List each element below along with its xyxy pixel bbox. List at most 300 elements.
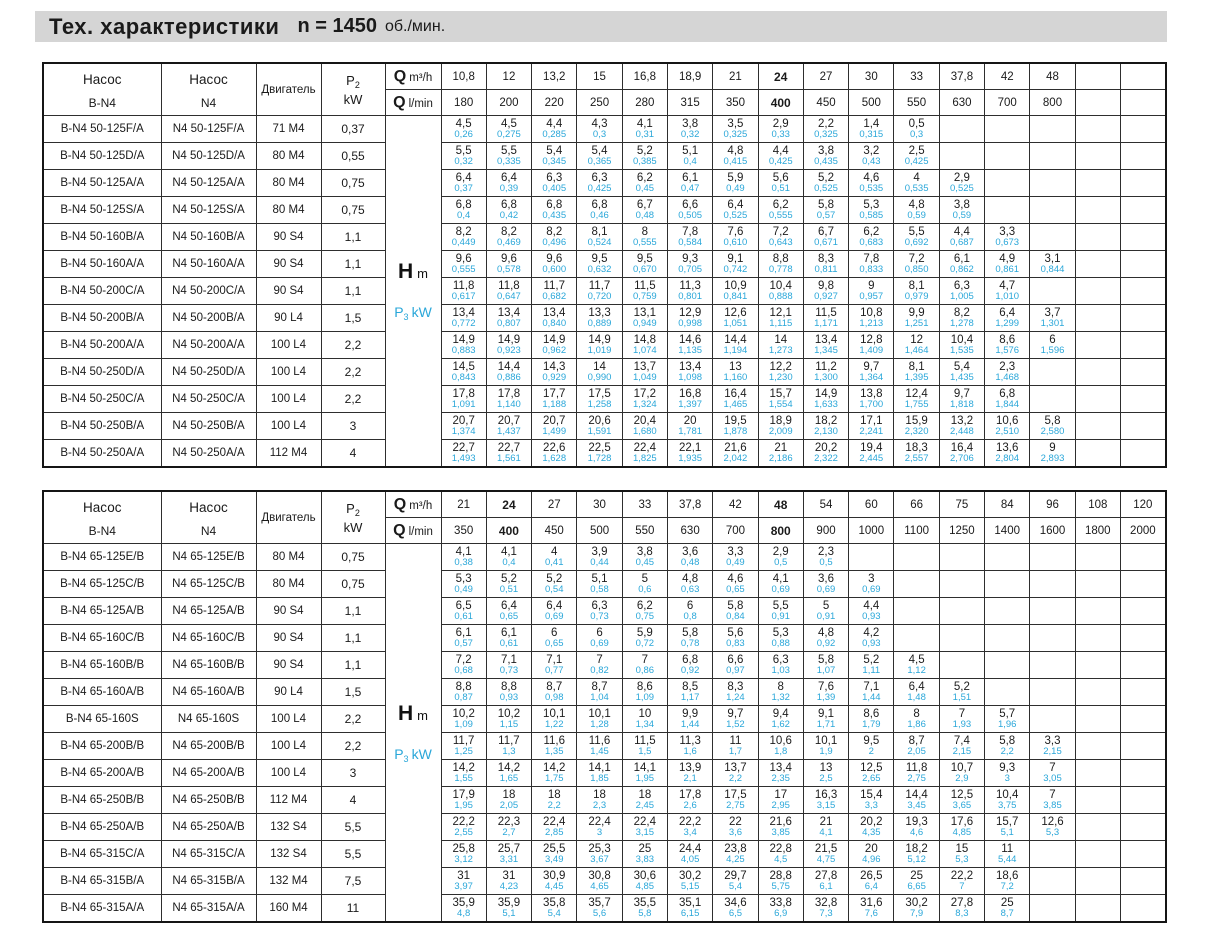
table-body bbox=[43, 116, 1166, 468]
h-p3-cell bbox=[803, 652, 848, 679]
head-value: 7,2 bbox=[908, 253, 925, 265]
head-value: 15,9 bbox=[905, 415, 928, 427]
p2-value: 1,5 bbox=[321, 679, 385, 706]
pump-row bbox=[43, 143, 1166, 170]
h-p3-cell bbox=[939, 197, 984, 224]
head-value: 5,8 bbox=[727, 600, 744, 612]
head-value: 14,2 bbox=[497, 762, 521, 774]
h-p3-cell bbox=[803, 841, 848, 868]
p3-power-value: 4,1 bbox=[819, 827, 833, 838]
head-value: 20 bbox=[683, 415, 697, 427]
h-p3-cell bbox=[667, 440, 712, 468]
q-m3h-value: 75 bbox=[939, 491, 984, 518]
h-p3-cell bbox=[803, 868, 848, 895]
p3-power-value: 1,005 bbox=[950, 291, 974, 302]
head-value: 5,5 bbox=[455, 145, 472, 157]
h-p3-cell bbox=[894, 841, 939, 868]
head-value: 9,1 bbox=[727, 253, 744, 265]
p3-power-value: 3,85 bbox=[1043, 800, 1062, 811]
head-value: 8,3 bbox=[727, 681, 744, 693]
head-value: 6,8 bbox=[682, 654, 699, 666]
p3-power-value: 0,37 bbox=[454, 183, 473, 194]
pump-row bbox=[43, 571, 1166, 598]
q-m3h-value: 96 bbox=[1030, 491, 1075, 518]
h-p3-cell bbox=[939, 679, 984, 706]
h-p3-cell bbox=[622, 224, 667, 251]
q-m3h-value: 16,8 bbox=[622, 63, 667, 90]
head-value: 13,4 bbox=[769, 762, 792, 774]
head-value: 5,2 bbox=[863, 654, 880, 666]
h-p3-cell bbox=[894, 598, 939, 625]
h-p3-cell bbox=[985, 386, 1030, 413]
p3-power-value: 2,557 bbox=[904, 453, 929, 464]
p3-power-value: 1,28 bbox=[590, 719, 609, 730]
head-value: 4,5 bbox=[455, 118, 472, 130]
head-value: 6,5 bbox=[455, 600, 472, 612]
p3-power-value: 1,51 bbox=[952, 692, 972, 703]
p3-power-value: 1,435 bbox=[950, 372, 974, 383]
head-value: 20,7 bbox=[452, 415, 475, 427]
head-value: 5,5 bbox=[500, 145, 517, 157]
head-value: 8,1 bbox=[591, 226, 608, 238]
p3-power-value: 0,772 bbox=[451, 318, 476, 329]
head-value: 4,1 bbox=[636, 118, 653, 130]
h-p3-cell bbox=[486, 733, 531, 760]
head-value: 3,3 bbox=[1044, 735, 1061, 747]
h-p3-cell bbox=[622, 787, 667, 814]
head-value: 30,6 bbox=[633, 870, 657, 882]
head-value: 13,7 bbox=[633, 361, 657, 373]
h-p3-cell bbox=[849, 332, 894, 359]
head-value: 13,2 bbox=[950, 415, 974, 427]
p3-power-value: 2,85 bbox=[544, 827, 564, 838]
p3-power-value: 2,320 bbox=[904, 426, 929, 437]
h-p3-cell bbox=[1120, 278, 1165, 305]
h-p3-cell bbox=[532, 706, 577, 733]
h-p3-cell bbox=[532, 544, 577, 571]
p3-power-value: 0,39 bbox=[499, 183, 519, 194]
pump-model-bn4: B-N4 50-160B/A bbox=[43, 224, 161, 251]
h-p3-cell bbox=[1030, 305, 1075, 332]
head-value: 11 bbox=[729, 735, 742, 747]
p3-power-value: 1,074 bbox=[632, 345, 657, 356]
p3-power-value: 3,4 bbox=[683, 827, 697, 838]
p3-power-value: 0,405 bbox=[542, 183, 567, 194]
p3-power-value: 7,9 bbox=[910, 908, 924, 919]
p3-power-value: 1,397 bbox=[678, 399, 703, 410]
head-value: 6,8 bbox=[455, 199, 472, 211]
head-value: 11,7 bbox=[588, 280, 611, 292]
p3-power-value: 3,83 bbox=[635, 854, 655, 865]
h-p3-cell bbox=[667, 652, 712, 679]
h-p3-cell bbox=[713, 895, 758, 923]
head-value: 9,1 bbox=[818, 708, 835, 720]
h-label bbox=[386, 260, 441, 284]
h-p3-cell bbox=[532, 197, 577, 224]
p3-power-value: 1,273 bbox=[768, 345, 793, 356]
pump-model-n4: N4 50-125A/A bbox=[161, 170, 256, 197]
pump-row bbox=[43, 332, 1166, 359]
h-p3-cell bbox=[532, 868, 577, 895]
p3-power-value: 4,75 bbox=[816, 854, 836, 865]
h-p3-cell bbox=[758, 332, 803, 359]
p3-power-value: 5,3 bbox=[955, 854, 969, 865]
h-p3-cell bbox=[622, 251, 667, 278]
head-value: 20,2 bbox=[814, 442, 838, 454]
p3-power-value: 0,26 bbox=[454, 129, 473, 140]
head-value: 7,8 bbox=[863, 253, 880, 265]
p3-power-value: 8,7 bbox=[1000, 908, 1014, 919]
h-p3-cell bbox=[1120, 143, 1165, 170]
p3-power-value: 0,33 bbox=[771, 129, 790, 140]
h-p3-cell bbox=[713, 440, 758, 468]
head-value: 5,9 bbox=[727, 172, 744, 184]
h-p3-cell bbox=[1120, 544, 1165, 571]
head-value: 5,4 bbox=[953, 361, 970, 373]
p3-power-value: 2,042 bbox=[723, 453, 748, 464]
p2-value: 2,2 bbox=[321, 386, 385, 413]
p3-power-value: 0,949 bbox=[632, 318, 657, 329]
head-value: 34,6 bbox=[724, 897, 747, 909]
head-value: 10,4 bbox=[950, 334, 974, 346]
p3-power-value: 0,979 bbox=[904, 291, 929, 302]
head-value: 14,4 bbox=[905, 789, 928, 801]
p3-power-value: 0,47 bbox=[680, 183, 700, 194]
p3-power-value: 0,578 bbox=[497, 264, 521, 275]
pump-model-n4: N4 65-315B/A bbox=[161, 868, 256, 895]
head-value: 10,4 bbox=[769, 280, 792, 292]
h-p3-cell bbox=[803, 251, 848, 278]
head-value: 17,2 bbox=[633, 388, 657, 400]
h-p3-cell bbox=[803, 679, 848, 706]
h-p3-cell bbox=[985, 251, 1030, 278]
motor-label: Двигатель bbox=[261, 511, 316, 524]
p3-power-value: 1,091 bbox=[451, 399, 476, 410]
head-value: 21 bbox=[774, 442, 788, 454]
head-value: 11,7 bbox=[452, 735, 475, 747]
p3-power-value: 0,807 bbox=[497, 318, 521, 329]
q-lmin-value bbox=[1075, 90, 1120, 116]
p3-power-value: 0,46 bbox=[590, 210, 609, 221]
head-value: 4,5 bbox=[908, 654, 925, 666]
motor-size: 80 M4 bbox=[256, 571, 321, 598]
h-p3-cell bbox=[1120, 679, 1165, 706]
head-value: 18 bbox=[593, 789, 606, 801]
h-p3-cell bbox=[532, 278, 577, 305]
head-value: 5,8 bbox=[818, 199, 835, 211]
head-value: 15,7 bbox=[996, 816, 1019, 828]
pump-model-n4: N4 65-160C/B bbox=[161, 625, 256, 652]
pump-model-n4: N4 50-250B/A bbox=[161, 413, 256, 440]
head-value: 8,6 bbox=[863, 708, 880, 720]
p2-value: 0,75 bbox=[321, 197, 385, 224]
pump-row bbox=[43, 706, 1166, 733]
head-value: 7 bbox=[1049, 789, 1056, 801]
h-p3-cell bbox=[713, 224, 758, 251]
head-value: 8,2 bbox=[455, 226, 472, 238]
head-value: 20,7 bbox=[497, 415, 521, 427]
p3-power-value: 1,258 bbox=[587, 399, 612, 410]
pump-row bbox=[43, 895, 1166, 923]
p3-power-value: 1,591 bbox=[587, 426, 612, 437]
pump-model-bn4: B-N4 65-315C/A bbox=[43, 841, 161, 868]
motor-size: 90 L4 bbox=[256, 305, 321, 332]
head-value: 4,7 bbox=[999, 280, 1016, 292]
pump-row bbox=[43, 305, 1166, 332]
p3-power-value: 0,51 bbox=[771, 183, 790, 194]
h-p3-cell bbox=[758, 197, 803, 224]
head-value: 7 bbox=[596, 654, 603, 666]
p3-power-value: 1,135 bbox=[678, 345, 703, 356]
head-value: 6,8 bbox=[500, 199, 517, 211]
head-value: 9,7 bbox=[727, 708, 744, 720]
head-value: 22,4 bbox=[588, 816, 611, 828]
h-p3-cell bbox=[985, 170, 1030, 197]
h-p3-cell bbox=[894, 760, 939, 787]
h-p3-cell bbox=[939, 652, 984, 679]
pump-model-bn4: B-N4 65-250A/B bbox=[43, 814, 161, 841]
h-p3-cell bbox=[486, 278, 531, 305]
pump-row bbox=[43, 787, 1166, 814]
p3-power-value: 2,322 bbox=[814, 453, 838, 464]
h-p3-cell bbox=[1030, 440, 1075, 468]
h-p3-cell bbox=[1120, 814, 1165, 841]
h-p3-cell bbox=[849, 440, 894, 468]
p3-power-value: 1,115 bbox=[769, 318, 793, 329]
p3-power-value: 0,57 bbox=[816, 210, 836, 221]
p2-value: 3 bbox=[321, 413, 385, 440]
pump-row bbox=[43, 868, 1166, 895]
h-p3-cell bbox=[939, 625, 984, 652]
p3-power-value: 0,285 bbox=[542, 129, 567, 140]
h-p3-cell bbox=[486, 170, 531, 197]
head-value: 5,5 bbox=[772, 600, 789, 612]
h-p3-cell bbox=[577, 251, 622, 278]
head-value: 25 bbox=[1000, 897, 1014, 909]
h-p3-cell bbox=[1030, 706, 1075, 733]
h-p3-cell bbox=[1120, 413, 1165, 440]
q-m3h-value: 27 bbox=[803, 63, 848, 90]
h-p3-cell bbox=[803, 571, 848, 598]
h-p3-cell bbox=[985, 413, 1030, 440]
h-p3-cell bbox=[441, 625, 486, 652]
head-value: 6,3 bbox=[772, 654, 789, 666]
h-p3-cell bbox=[1030, 413, 1075, 440]
p2-unit: kW bbox=[343, 91, 363, 107]
spec-table-65-series bbox=[42, 490, 1167, 923]
head-value: 6,2 bbox=[636, 600, 653, 612]
head-value: 4 bbox=[913, 172, 920, 184]
head-value: 4,8 bbox=[908, 199, 925, 211]
h-p3-cell bbox=[622, 197, 667, 224]
p3-power-value: 1,45 bbox=[590, 746, 609, 757]
q-m3h-value: 37,8 bbox=[939, 63, 984, 90]
head-value: 7,1 bbox=[546, 654, 563, 666]
q-lmin-value: 550 bbox=[622, 518, 667, 544]
p3-power-value: 0,44 bbox=[590, 557, 609, 568]
q-lmin-value: 250 bbox=[577, 90, 622, 116]
p3-power-value: 0,57 bbox=[454, 638, 473, 649]
p3-power-value: 1,85 bbox=[590, 773, 609, 784]
h-p3-cell bbox=[713, 706, 758, 733]
pump-row bbox=[43, 544, 1166, 571]
col-header-pump-bn4 bbox=[43, 63, 161, 116]
pump-spec-table bbox=[42, 62, 1167, 468]
h-p3-cell bbox=[486, 440, 531, 468]
head-value: 6,3 bbox=[953, 280, 970, 292]
head-value: 22,4 bbox=[543, 816, 566, 828]
h-p3-cell bbox=[985, 116, 1030, 143]
h-p3-cell bbox=[939, 305, 984, 332]
p3-power-value: 1,11 bbox=[862, 665, 881, 676]
head-value: 1,4 bbox=[863, 118, 880, 130]
p3-power-value: 0,73 bbox=[499, 665, 519, 676]
head-value: 11,3 bbox=[679, 280, 701, 292]
head-value: 5,2 bbox=[636, 145, 653, 157]
p3-power-value: 1,019 bbox=[587, 345, 612, 356]
h-p3-cell bbox=[985, 305, 1030, 332]
pump-model-n4: N4 50-250D/A bbox=[161, 359, 256, 386]
pump-model-bn4: B-N4 65-160S bbox=[43, 706, 161, 733]
series-n4-label: N4 bbox=[200, 523, 217, 538]
head-value: 8,8 bbox=[500, 681, 517, 693]
h-p3-cell bbox=[1075, 625, 1120, 652]
head-value: 7,1 bbox=[500, 654, 517, 666]
pump-row bbox=[43, 598, 1166, 625]
q-m3h-value: 24 bbox=[758, 63, 803, 90]
head-value: 4,1 bbox=[455, 546, 472, 558]
p3-power-value: 0,525 bbox=[950, 183, 974, 194]
p3-power-value: 0,97 bbox=[726, 665, 745, 676]
p3-sub: 3 bbox=[403, 753, 409, 764]
p3-power-value: 0,632 bbox=[587, 264, 612, 275]
p3-power-value: 1,301 bbox=[1040, 318, 1065, 329]
head-value: 7,1 bbox=[863, 681, 880, 693]
pump-model-n4: N4 65-160B/B bbox=[161, 652, 256, 679]
h-p3-cell bbox=[894, 278, 939, 305]
h-p3-cell bbox=[803, 224, 848, 251]
p3-power-value: 1,633 bbox=[814, 399, 838, 410]
h-p3-cell bbox=[894, 332, 939, 359]
pump-model-bn4: B-N4 50-200A/A bbox=[43, 332, 161, 359]
p3-power-value: 5,1 bbox=[502, 908, 516, 919]
pump-model-n4: N4 65-315A/A bbox=[161, 895, 256, 923]
h-p3-cell bbox=[758, 625, 803, 652]
h-p3-cell bbox=[486, 224, 531, 251]
head-value: 5,3 bbox=[863, 199, 880, 211]
h-p3-cell bbox=[713, 760, 758, 787]
h-p3-cell bbox=[758, 544, 803, 571]
q-m3h-value: 15 bbox=[577, 63, 622, 90]
h-p3-cell bbox=[667, 706, 712, 733]
p3-power-value: 3,12 bbox=[454, 854, 473, 865]
head-value: 2,9 bbox=[772, 546, 789, 558]
h-p3-cell bbox=[803, 359, 848, 386]
h-p3-cell bbox=[1030, 760, 1075, 787]
head-value: 35,7 bbox=[588, 897, 611, 909]
pump-model-n4: N4 50-160A/A bbox=[161, 251, 256, 278]
pump-model-bn4: B-N4 50-160A/A bbox=[43, 251, 161, 278]
h-p3-cell bbox=[577, 787, 622, 814]
p3-power-value: 7 bbox=[959, 881, 965, 892]
h-p3-cell bbox=[1030, 197, 1075, 224]
p3-power-value: 1,32 bbox=[771, 692, 790, 703]
head-value: 4,9 bbox=[999, 253, 1016, 265]
h-p3-cell bbox=[441, 143, 486, 170]
pump-model-bn4: B-N4 65-200B/B bbox=[43, 733, 161, 760]
pump-model-bn4: B-N4 65-125E/B bbox=[43, 544, 161, 571]
head-value: 18 bbox=[547, 789, 561, 801]
h-p3-cell bbox=[532, 571, 577, 598]
h-p3-cell bbox=[849, 170, 894, 197]
q-lmin-value: 1000 bbox=[849, 518, 894, 544]
pump-model-n4: N4 50-250A/A bbox=[161, 440, 256, 468]
h-p3-cell bbox=[1075, 895, 1120, 923]
h-p3-cell bbox=[894, 143, 939, 170]
head-value: 9,5 bbox=[636, 253, 653, 265]
p3-power-value: 1,04 bbox=[590, 692, 609, 703]
h-p3-cell bbox=[1120, 251, 1165, 278]
h-p3-cell bbox=[577, 868, 622, 895]
p3-power-value: 0,69 bbox=[862, 584, 881, 595]
pump-model-n4: N4 65-125C/B bbox=[161, 571, 256, 598]
header-row-1 bbox=[43, 63, 1166, 90]
h-p3-cell bbox=[532, 386, 577, 413]
p3-power-value: 2,2 bbox=[1000, 746, 1014, 757]
p3-power-value: 0,59 bbox=[952, 210, 972, 221]
h-p3-axis-label bbox=[385, 544, 441, 923]
h-p3-cell bbox=[713, 814, 758, 841]
h-p3-cell bbox=[622, 868, 667, 895]
h-p3-cell bbox=[577, 116, 622, 143]
p3-power-value: 1,55 bbox=[454, 773, 473, 784]
h-p3-cell bbox=[713, 652, 758, 679]
p3-power-value: 1,188 bbox=[542, 399, 567, 410]
h-p3-cell bbox=[486, 413, 531, 440]
h-p3-cell bbox=[441, 733, 486, 760]
h-p3-cell bbox=[486, 305, 531, 332]
pump-model-bn4: B-N4 50-250B/A bbox=[43, 413, 161, 440]
q-m3h-label-cell bbox=[385, 491, 441, 518]
h-p3-cell bbox=[532, 251, 577, 278]
h-p3-cell bbox=[985, 278, 1030, 305]
pump-model-n4: N4 65-125A/B bbox=[161, 598, 256, 625]
p3-power-value: 1,010 bbox=[995, 291, 1020, 302]
h-p3-cell bbox=[532, 652, 577, 679]
pump-model-n4: N4 50-200B/A bbox=[161, 305, 256, 332]
head-value: 14 bbox=[593, 361, 606, 373]
head-value: 11,5 bbox=[815, 307, 837, 319]
p3-power-value: 6,15 bbox=[680, 908, 700, 919]
h-p3-cell bbox=[1075, 571, 1120, 598]
p3-power-value: 1,278 bbox=[950, 318, 974, 329]
pump-model-n4: N4 50-125D/A bbox=[161, 143, 256, 170]
h-p3-cell bbox=[532, 440, 577, 468]
p3-power-value: 1,65 bbox=[499, 773, 519, 784]
h-p3-cell bbox=[939, 224, 984, 251]
h-p3-cell bbox=[1075, 305, 1120, 332]
h-p3-cell bbox=[622, 170, 667, 197]
p3-power-value: 1,825 bbox=[632, 453, 657, 464]
p3-power-value: 0,86 bbox=[635, 665, 655, 676]
h-p3-cell bbox=[939, 598, 984, 625]
head-value: 30,9 bbox=[543, 870, 566, 882]
q-m3h-value: 24 bbox=[486, 491, 531, 518]
p3-power-value: 2,2 bbox=[728, 773, 743, 784]
h-p3-cell bbox=[1030, 625, 1075, 652]
p3-power-value: 2,5 bbox=[819, 773, 833, 784]
head-value: 8,3 bbox=[818, 253, 835, 265]
